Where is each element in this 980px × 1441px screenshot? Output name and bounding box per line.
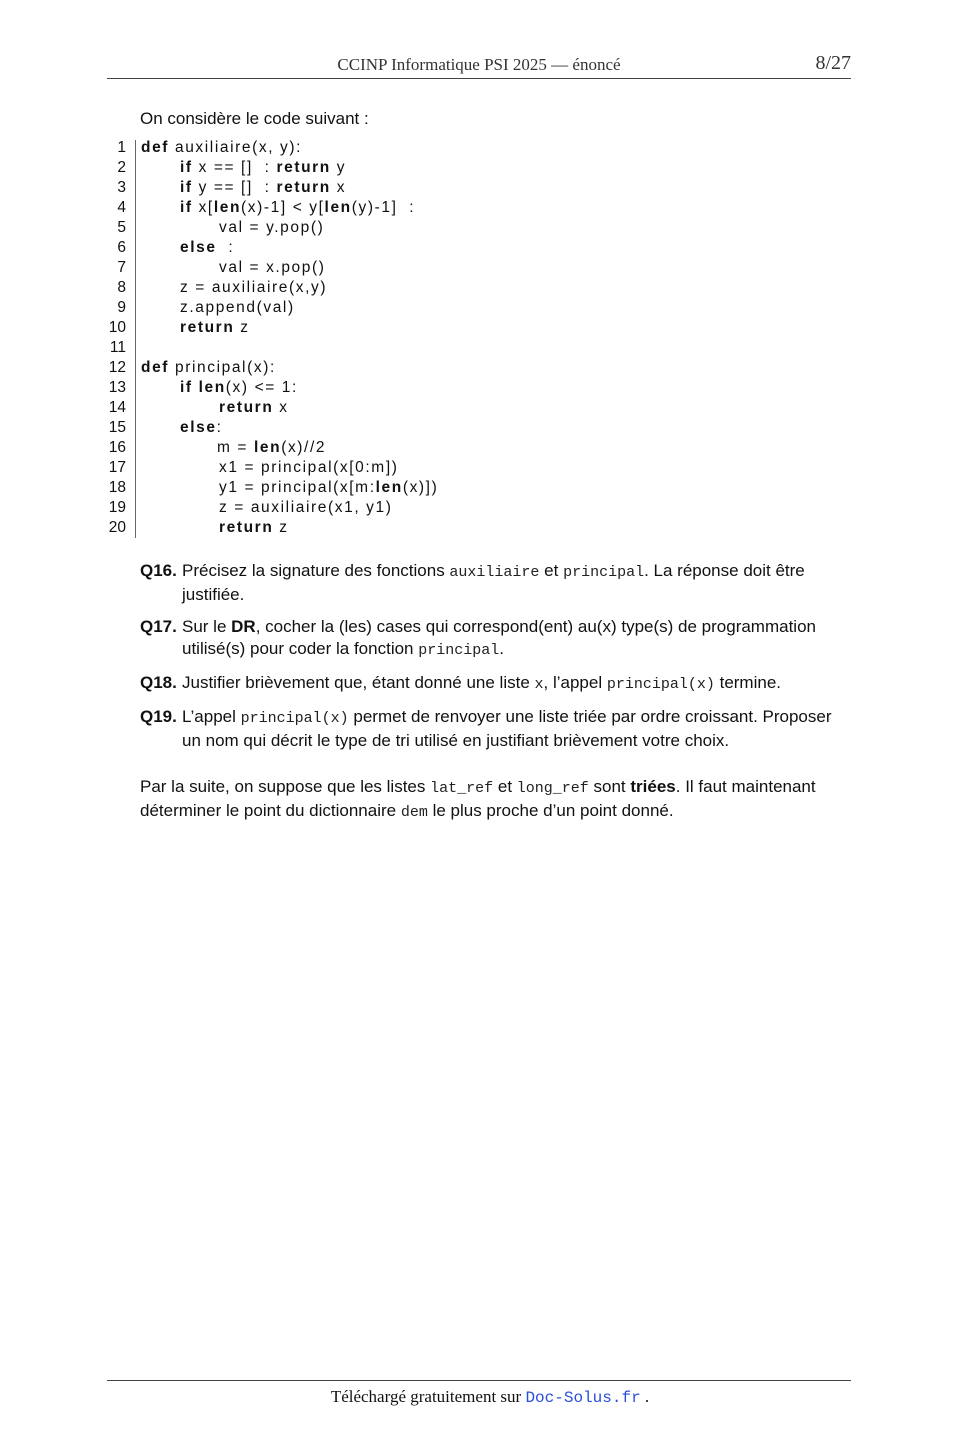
question-number: Q17. [140, 617, 177, 636]
keyword: len [324, 199, 352, 216]
line-number: 10 [108, 319, 126, 336]
line-number: 1 [117, 139, 126, 156]
question-list [140, 560, 852, 762]
line-number: 16 [108, 439, 126, 456]
question-number: Q19. [140, 707, 177, 726]
line-number: 2 [117, 159, 126, 176]
page-footer: Téléchargé gratuitement sur Doc-Solus.fr . [330, 1387, 650, 1407]
code-line-1: 1 def auxiliaire(x, y): [100, 138, 660, 158]
keyword: if [180, 159, 193, 176]
question-q18: Q18. Justifier brièvement que, étant donné une liste x, l’appel principal(x) termine. [140, 673, 782, 693]
keyword: return [180, 319, 235, 336]
code-line-17: 17 x1 = principal(x[0:m]) [100, 458, 660, 478]
doc-solus-link[interactable]: Doc-Solus.fr [525, 1389, 641, 1407]
footer-divider [107, 1380, 851, 1381]
line-number: 17 [108, 459, 126, 476]
question-number: Q18. [140, 673, 177, 692]
code-line-10: 10 return z [100, 318, 660, 338]
keyword: if [180, 179, 193, 196]
keyword: len [253, 439, 282, 456]
keyword: def [141, 359, 170, 376]
closing-paragraph: Par la suite, on suppose que les listes lat_ref et long_ref sont triées. Il faut maintenant déterminer le point du dictionnaire dem le plus proche d’un point donné. [140, 777, 816, 821]
code-line-6: 6 else : [100, 238, 660, 258]
header-title: CCINP Informatique PSI 2025 — énoncé [337, 55, 621, 74]
page-header [107, 52, 851, 79]
code-line-18: 18 y1 = principal(x[m:len(x)]) [100, 478, 660, 498]
code-line-15: 15 else: [100, 418, 660, 438]
line-number: 6 [117, 239, 126, 256]
line-number: 13 [108, 379, 126, 396]
question-number: Q16. [140, 561, 177, 580]
keyword: return [219, 519, 274, 536]
keyword: if [180, 379, 193, 396]
code-line-13: 13 if len(x) <= 1: [100, 378, 660, 398]
keyword: if [180, 199, 193, 216]
code-line-20: 20 return z [100, 518, 660, 538]
code-line-5: 5 val = y.pop() [100, 218, 660, 238]
keyword: else [180, 239, 217, 256]
code-intro: On considère le code suivant : [140, 109, 369, 128]
line-number: 7 [117, 259, 126, 276]
page-number: 8/27 [815, 52, 851, 74]
line-number: 5 [117, 219, 126, 236]
keyword: else [180, 419, 217, 436]
question-q17: Q17. Sur le DR, cocher la (les) cases qui correspond(ent) au(x) type(s) de programmation utilisé(s) pour coder la fonction principal. [140, 617, 816, 659]
code-listing [100, 138, 660, 538]
keyword: len [213, 199, 242, 216]
question-q16: Q16. Précisez la signature des fonctions auxiliaire et principal. La réponse doit être justifiée. [140, 561, 805, 604]
line-number: 3 [117, 179, 126, 196]
code-line-16: 16 m = len(x)//2 [100, 438, 660, 458]
line-number: 14 [108, 399, 126, 416]
keyword: return [276, 179, 331, 196]
question-q19: Q19. L’appel principal(x) permet de renvoyer une liste triée par ordre croissant. Proposer un nom qui décrit le type de tri utilisé en justifiant brièvement votre choix. [140, 707, 832, 750]
line-number: 9 [117, 299, 126, 316]
code-line-14: 14 return x [100, 398, 660, 418]
keyword: len [375, 479, 403, 496]
line-number: 4 [117, 199, 126, 216]
code-line-7: 7 val = x.pop() [100, 258, 660, 278]
code-line-11 [100, 338, 660, 358]
line-number: 15 [108, 419, 126, 436]
line-number: 20 [108, 519, 126, 536]
code-line-2: 2 if x == [] : return y [100, 158, 660, 178]
keyword: return [276, 159, 331, 176]
code-line-12: 12 def principal(x): [100, 358, 660, 378]
line-number: 11 [109, 339, 126, 356]
keyword: def [141, 139, 170, 156]
line-number: 8 [117, 279, 126, 296]
keyword: len [198, 379, 226, 396]
line-number: 19 [108, 499, 126, 516]
line-number: 12 [108, 359, 126, 376]
code-line-3: 3 if y == [] : return x [100, 178, 660, 198]
code-line-9: 9 z.append(val) [100, 298, 660, 318]
code-line-8: 8 z = auxiliaire(x,y) [100, 278, 660, 298]
line-number: 18 [108, 479, 126, 496]
code-line-4: 4 if x[len(x)-1] < y[len(y)-1] : [100, 198, 660, 218]
code-line-19: 19 z = auxiliaire(x1, y1) [100, 498, 660, 518]
keyword: return [219, 399, 274, 416]
